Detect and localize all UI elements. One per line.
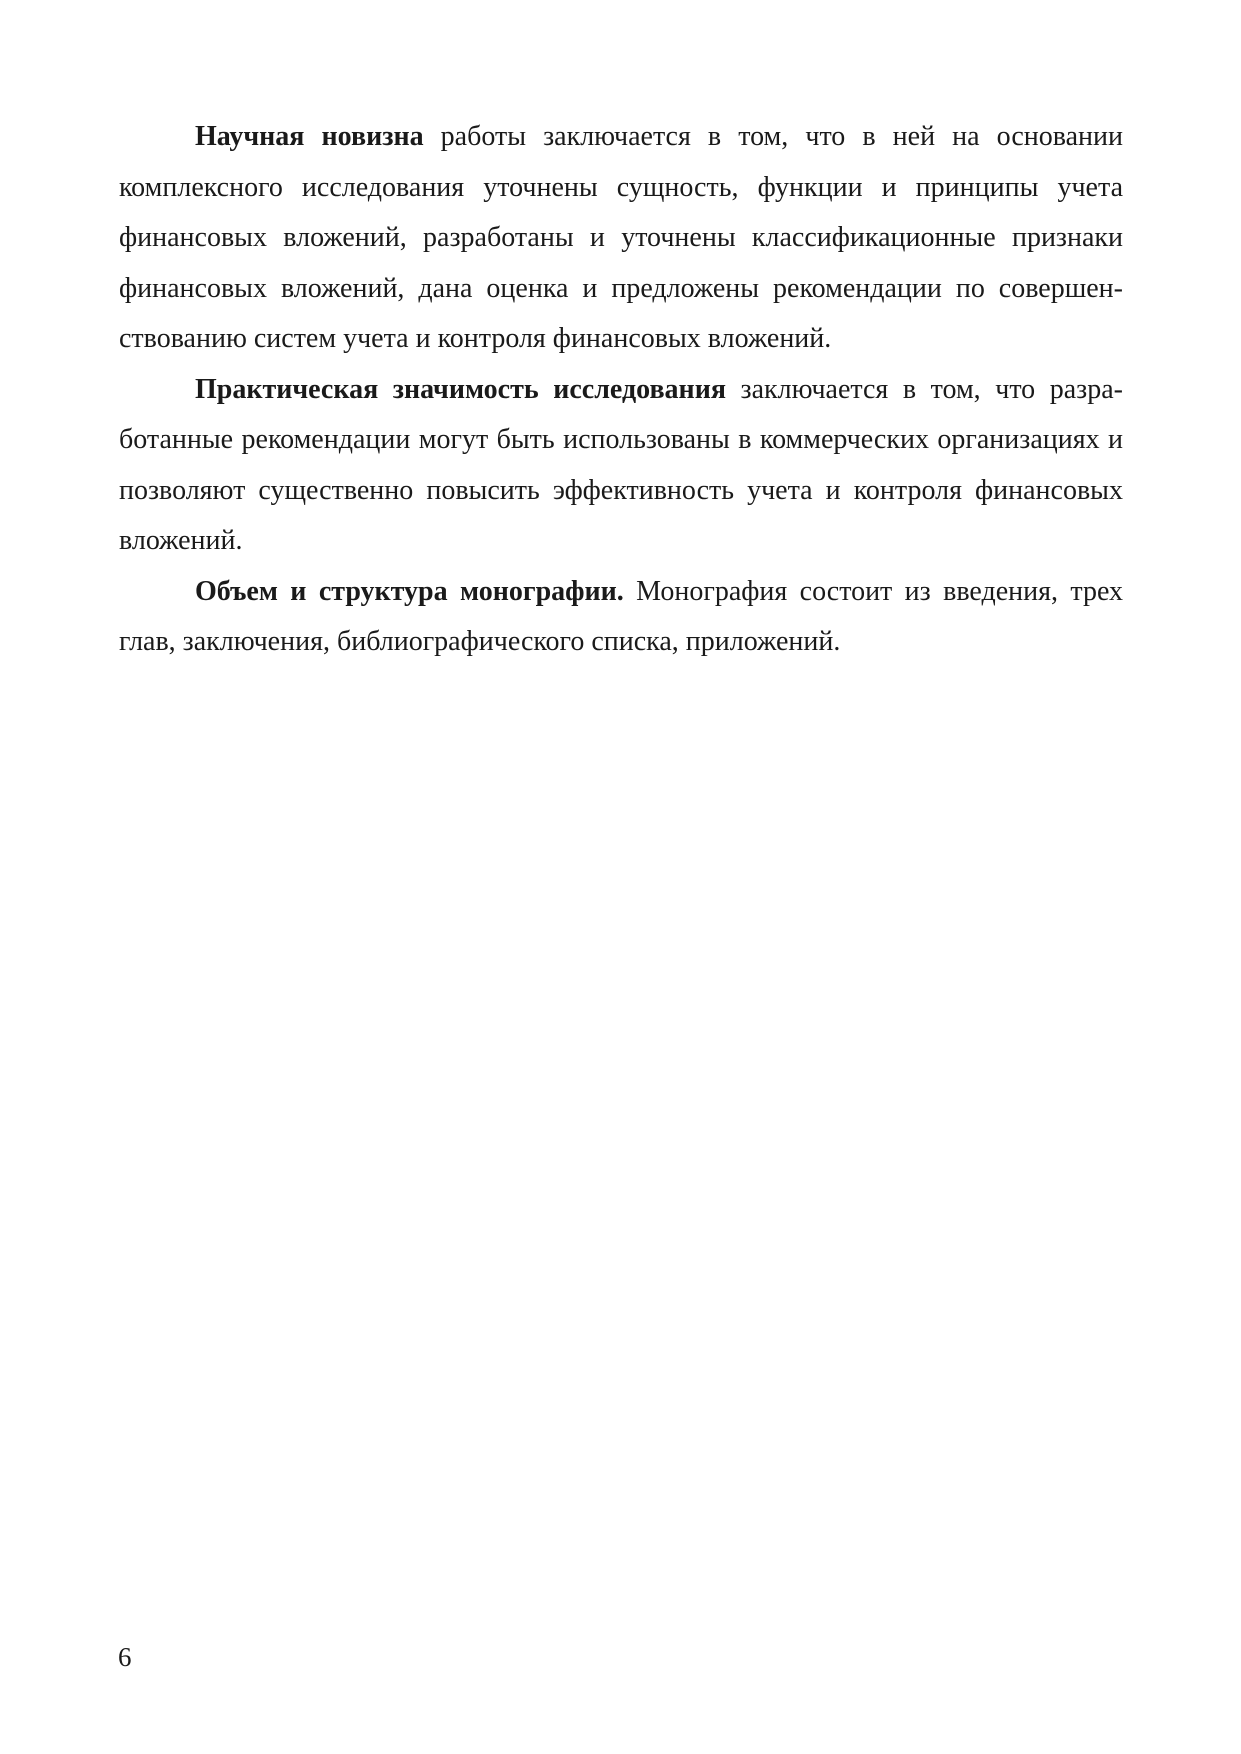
text-body — [119, 112, 1123, 668]
paragraph-lead: Научная новизна — [195, 121, 424, 152]
paragraph-text: Монография состоит из введения, трех глав, заключения, библиографического списка, приложений. — [119, 575, 1123, 657]
paragraph-scientific-novelty — [119, 112, 1123, 365]
page-number: 6 — [118, 1642, 132, 1672]
paragraph-text: заключается в том, что разработанные рекомендации могут быть использованы в коммерческих организациях и позволяют существенно повысить эффективность учета и контроля финансовых вложений. — [119, 373, 1123, 556]
paragraph-lead: Практическая значимость исследования — [195, 373, 726, 405]
paragraph-lead: Объем и структура монографии. — [195, 575, 624, 607]
paragraph-practical-significance — [119, 365, 1123, 567]
paragraph-text: работы заключается в том, что в ней на основании комплексного исследования уточнены сущность, функции и принципы учета финансовых вложений, разработаны и уточнены классификационные признаки финансовых вложений, дана оценка и предложены рекомендации по совершенствованию систем учета и контроля финансовых вложений. — [119, 121, 1123, 354]
paragraph-structure — [119, 567, 1123, 668]
